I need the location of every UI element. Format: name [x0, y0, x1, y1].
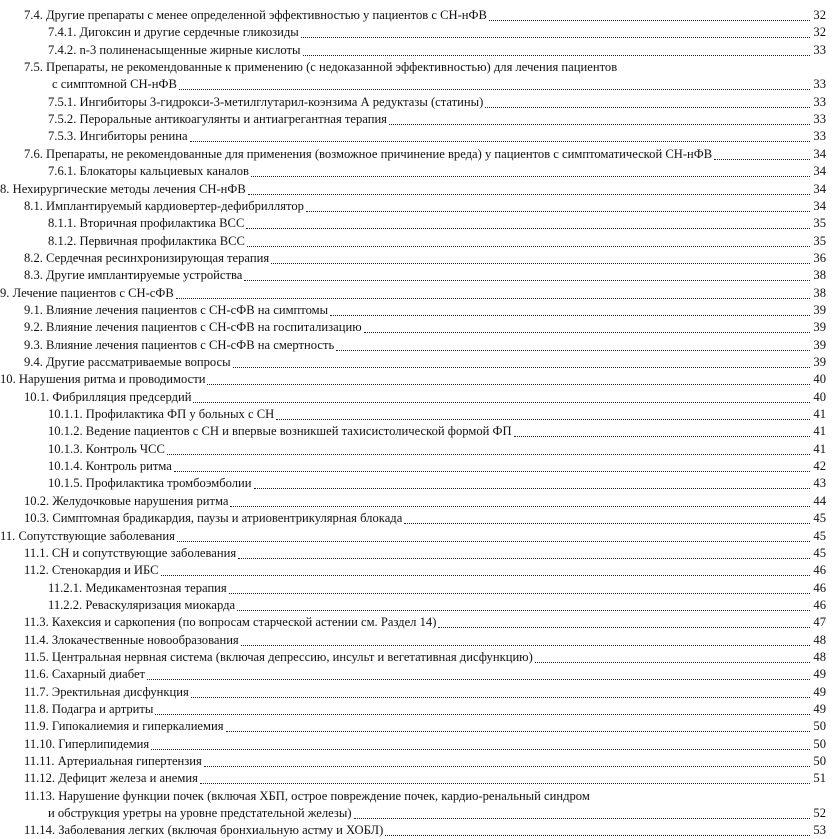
toc-entry-title: [0, 285, 175, 302]
toc-entry-page: 46: [813, 597, 826, 612]
toc-entry-text: Имплантируемый кардиовертер-дефибриллятор: [46, 198, 304, 213]
toc-entry-number: 11.7.: [24, 684, 49, 699]
toc-entry-page: 33: [813, 94, 826, 109]
toc-entry-page: 41: [813, 407, 826, 422]
toc-entry-title: [24, 250, 270, 267]
dot-leader: [389, 107, 810, 125]
toc-entry-text: Реваскуляризация миокарда: [85, 597, 236, 612]
toc-entry-page: 39: [813, 320, 826, 335]
toc-entry-number: 10.: [0, 372, 16, 387]
dot-leader: [301, 20, 811, 38]
toc-entry-text: и обструкция уретры на уровне предстательной железы): [48, 806, 352, 821]
toc-entry-page: 34: [813, 146, 826, 161]
toc-entry-text: Сахарный диабет: [51, 667, 146, 682]
toc-entry-text: Влияние лечения пациентов с СН-сФВ на смертность: [46, 337, 335, 352]
toc-entry-number: 11.10.: [24, 736, 56, 751]
toc-entry-number: 8.3.: [24, 268, 43, 283]
toc-entry-page: 49: [813, 684, 826, 699]
toc-entry-page: 39: [813, 355, 826, 369]
toc-entry-title: [24, 632, 240, 649]
toc-entry-title: [48, 597, 236, 614]
toc-entry-number: 7.5.: [24, 60, 43, 75]
toc-entry-number: 8.1.: [24, 198, 43, 213]
toc-entry-number: 11.: [0, 528, 16, 543]
toc-entry-text: Вторичная профилактика ВСС: [79, 216, 245, 231]
toc-entry-title: [24, 666, 146, 683]
toc-entry-title: [24, 701, 154, 718]
toc-entry-text: Первичная профилактика ВСС: [79, 233, 245, 248]
toc-entry-page: 35: [813, 233, 826, 248]
dot-leader: [535, 645, 811, 663]
toc-entry-text: Подагра и артриты: [51, 702, 154, 716]
toc-entry-number: 10.1.1.: [48, 407, 83, 422]
toc-entry-text: Ведение пациентов с СН и впервые возникшей тахисистолической формой ФП: [85, 424, 512, 439]
toc-entry-number: 11.2.2.: [48, 597, 83, 612]
toc-entry-page: 35: [813, 216, 826, 231]
toc-entry-number: 10.1.2.: [48, 424, 83, 439]
toc-entry-number: 8.1.1.: [48, 216, 77, 231]
toc-entry-page: 32: [813, 25, 826, 40]
toc-entry-text: Блокаторы кальциевых каналов: [79, 164, 249, 179]
toc-entry-page: 45: [813, 545, 826, 560]
dot-leader: [190, 124, 811, 142]
toc-entry-text: Лечение пациентов с СН-сФВ: [12, 285, 174, 300]
toc-entry-page: 39: [813, 337, 826, 352]
toc-entry-page: 40: [813, 389, 826, 404]
toc-entry-text: Желудочковые нарушения ритма: [52, 493, 229, 508]
dot-leader: [167, 437, 811, 455]
toc-entry-text: Дефицит железа и анемия: [58, 771, 198, 786]
dot-leader: [247, 229, 810, 247]
toc-entry-number: 10.3.: [24, 511, 50, 526]
dot-leader: [207, 367, 810, 385]
toc-entry-number: 9.1.: [24, 302, 43, 317]
toc-entry-text: Другие имплантируемые устройства: [46, 268, 243, 283]
toc-entry-page: 34: [813, 181, 826, 196]
toc-entry-title: [24, 822, 384, 839]
toc-entry-number: 11.12.: [24, 771, 56, 786]
dot-leader: [354, 801, 811, 819]
toc-entry-title: [48, 441, 166, 458]
toc-entry-title: [24, 736, 150, 753]
toc-entry-title: [48, 233, 246, 250]
toc-entry-number: 11.3.: [24, 615, 49, 630]
toc-entry-text: Фибрилляция предсердий: [52, 389, 192, 404]
dot-leader: [246, 211, 810, 229]
toc-entry-page: 46: [813, 580, 826, 595]
toc-entry-text: Профилактика ФП у больных с СН: [85, 407, 275, 422]
toc-entry-number: 11.1.: [24, 545, 49, 560]
toc-entry-title: [24, 302, 329, 319]
toc-entry-title: [0, 181, 247, 198]
toc-entry-page: 43: [813, 476, 826, 491]
toc-entry-text: Эректильная дисфункция: [51, 684, 189, 699]
toc-entry-page: 33: [813, 129, 826, 144]
toc-entry-number: 7.5.3.: [48, 129, 77, 144]
toc-entry-page: 48: [813, 649, 826, 664]
toc-entry-number: 7.5.1.: [48, 94, 77, 109]
dot-leader: [248, 177, 811, 195]
toc-entry-text: Кахексия и саркопения (по вопросам старческой астении см. Раздел 14): [51, 615, 437, 630]
toc-entry-number: 7.4.: [24, 8, 43, 22]
dot-leader: [336, 333, 810, 351]
toc-entry-number: 11.6.: [24, 667, 49, 682]
toc-entry-page: 38: [813, 285, 826, 300]
toc-entry-text: Нехирургические методы лечения СН-нФВ: [12, 181, 246, 196]
dot-leader: [251, 159, 810, 177]
toc-entry-page: 33: [813, 42, 826, 57]
toc-entry-number: 8.2.: [24, 250, 43, 265]
toc-entry-title: [48, 475, 253, 492]
toc-entry-text: Влияние лечения пациентов с СН-сФВ на госпитализацию: [46, 320, 362, 335]
toc-entry-number: 11.14.: [24, 823, 56, 838]
toc-entry-title: [52, 76, 178, 93]
dot-leader: [364, 315, 811, 333]
toc-entry-title: [48, 128, 189, 145]
dot-leader: [514, 419, 811, 437]
toc-entry-number: 9.2.: [24, 320, 43, 335]
dot-leader: [147, 662, 810, 680]
toc-entry-number: 10.2.: [24, 493, 50, 508]
toc-entry-title: [24, 319, 363, 336]
toc-entry-page: 32: [813, 8, 826, 22]
toc-entry-page: 33: [813, 77, 826, 92]
toc-entry-text: Влияние лечения пациентов с СН-сФВ на симптомы: [46, 302, 329, 317]
dot-leader: [174, 454, 811, 472]
toc-entry-text: n-3 полиненасыщенные жирные кислоты: [79, 42, 301, 57]
toc-entry-number: 11.2.1.: [48, 580, 83, 595]
toc-entry-text: Нарушение функции почек (включая ХБП, острое повреждение почек, кардио-ренальный синдром: [58, 788, 590, 803]
toc-entry-title: [48, 42, 302, 59]
toc-entry-text: Злокачественные новообразования: [51, 632, 239, 647]
toc-entry-page: 50: [813, 736, 826, 751]
toc-entry-text: Препараты, не рекомендованные для применения (возможное причинение вреда) у пациентов с симптоматической СН-нФВ: [46, 146, 713, 161]
toc-entry-number: 8.1.2.: [48, 233, 77, 248]
toc-entry-number: 11.5.: [24, 649, 49, 664]
dot-leader: [271, 246, 810, 264]
toc-entry-text: Ингибиторы 3-гидрокси-3-метилглутарил-коэнзима А редуктазы (статины): [79, 94, 484, 109]
toc-entry-title: [24, 389, 192, 406]
toc-entry-title: [48, 580, 228, 597]
toc-entry-text: Медикаментозная терапия: [85, 580, 227, 595]
toc-entry-text: Профилактика тромбоэмболии: [85, 476, 252, 491]
dot-leader: [230, 489, 810, 507]
dot-leader: [330, 298, 810, 316]
toc-entry-text: Пероральные антикоагулянты и антиагрегантная терапия: [79, 112, 387, 127]
toc-entry-title: [48, 458, 173, 475]
toc-entry-text: Заболевания легких (включая бронхиальную астму и ХОБЛ): [58, 823, 384, 838]
toc-entry-page: 42: [813, 459, 826, 474]
dot-leader: [489, 3, 811, 21]
toc-entry-number: 10.1.4.: [48, 459, 83, 474]
toc-entry-page: 44: [813, 493, 826, 508]
dot-leader: [176, 281, 811, 299]
toc-entry-number: 7.6.: [24, 146, 43, 161]
dot-leader: [193, 385, 810, 403]
toc-entry-page: 34: [813, 164, 826, 179]
toc-entry-number: 11.8.: [24, 702, 49, 716]
toc-entry-number: 11.4.: [24, 632, 49, 647]
toc-entry-number: 10.1.: [24, 389, 50, 404]
toc-entry-number: 8.: [0, 181, 10, 196]
dot-leader: [226, 714, 811, 732]
toc-entry-title: [0, 528, 176, 545]
toc-entry-number: 7.6.1.: [48, 164, 77, 179]
toc-entry-title: [24, 562, 160, 579]
dot-leader: [233, 350, 811, 368]
toc-entry-number: 10.1.3.: [48, 441, 83, 456]
toc-entry-page: 40: [813, 372, 826, 387]
dot-leader: [303, 38, 811, 56]
toc-entry-number: 7.4.2.: [48, 42, 77, 57]
toc-entry-number: 7.4.1.: [48, 25, 77, 40]
toc-entry-number: 9.3.: [24, 337, 43, 352]
toc-entry-text: Сердечная ресинхронизирующая терапия: [46, 250, 270, 265]
toc-entry-number: 9.: [0, 285, 10, 300]
toc-entry-number: 9.4.: [24, 355, 43, 369]
toc-entry-page: 51: [813, 771, 826, 786]
toc-entry-page: 33: [813, 112, 826, 127]
toc-entry-page: 38: [813, 268, 826, 283]
toc-entry-text: Гипокалиемия и гиперкалиемия: [51, 719, 224, 734]
toc-entry-text: Дигоксин и другие сердечные гликозиды: [79, 25, 299, 40]
dot-leader: [244, 263, 810, 281]
toc-entry-text: Другие препараты с менее определенной эффективностью у пациентов с СН-нФВ: [46, 8, 487, 22]
dot-leader: [276, 402, 810, 420]
dot-leader: [254, 471, 811, 489]
dot-leader: [238, 541, 810, 559]
dot-leader: [155, 697, 810, 715]
toc-entry-title: [48, 163, 250, 180]
toc-entry-text: Стенокардия и ИБС: [51, 563, 159, 578]
toc-entry-text: Артериальная гипертензия: [57, 754, 202, 769]
toc-entry-title: [48, 24, 300, 41]
dot-leader: [306, 194, 810, 212]
toc-entry-text: СН и сопутствующие заболевания: [51, 545, 237, 560]
toc-entry-number: 7.5.2.: [48, 112, 77, 127]
toc-entry-text: Центральная нервная система (включая депрессию, инсульт и вегетативная дисфункцию): [51, 649, 533, 664]
dot-leader: [191, 680, 811, 698]
toc-entry-text: Другие рассматриваемые вопросы: [46, 355, 231, 369]
toc-entry-page: 49: [813, 702, 826, 716]
toc-entry-text: Нарушения ритма и проводимости: [18, 372, 206, 387]
toc-entry-title: [24, 770, 199, 787]
toc-entry-title: [24, 753, 203, 770]
toc-entry-page: 45: [813, 528, 826, 543]
dot-leader: [241, 628, 811, 646]
toc-entry-page: 50: [813, 719, 826, 734]
dot-leader: [438, 610, 810, 628]
dot-leader: [229, 576, 811, 594]
toc-entry-title: [48, 805, 353, 822]
toc-entry-title: [0, 371, 206, 388]
toc-entry-page: 36: [813, 250, 826, 265]
toc-entry-title: [48, 215, 245, 232]
dot-leader: [151, 732, 810, 750]
dot-leader: [237, 593, 810, 611]
toc-entry-number: 11.11.: [24, 754, 55, 769]
toc-entry-page: 45: [813, 511, 826, 526]
toc-entry-title: [48, 406, 275, 423]
toc-entry-page: 46: [813, 563, 826, 578]
toc-entry-number: 10.1.5.: [48, 476, 83, 491]
toc-entry-text: Препараты, не рекомендованные к применению (с недоказанной эффективностью) для лечения пациентов: [46, 60, 618, 75]
dot-leader: [385, 818, 810, 836]
toc-entry-page: 48: [813, 632, 826, 647]
toc-entry-text: Ингибиторы ренина: [79, 129, 188, 144]
toc-entry-page: 52: [813, 806, 826, 821]
dot-leader: [179, 72, 811, 90]
dot-leader: [161, 558, 811, 576]
toc-entry-number: 11.13.: [24, 788, 56, 803]
toc-entry-text: Гиперлипидемия: [58, 736, 150, 751]
toc-entry-page: 49: [813, 667, 826, 682]
toc-entry-number: 11.2.: [24, 563, 49, 578]
toc-entry-text: Контроль ритма: [85, 459, 172, 474]
toc-entry-text: Симптомная брадикардия, паузы и атриовентрикулярная блокада: [52, 511, 403, 526]
toc-entry-title: [24, 493, 229, 510]
dot-leader: [204, 749, 811, 767]
dot-leader: [177, 524, 810, 542]
toc-entry-number: 11.9.: [24, 719, 49, 734]
toc-entry-page: 39: [813, 302, 826, 317]
dot-leader: [404, 506, 810, 524]
toc-entry-page: 41: [813, 424, 826, 439]
dot-leader: [485, 90, 810, 108]
toc-entry-text: с симптомной СН-нФВ: [52, 77, 177, 92]
dot-leader: [200, 766, 811, 784]
toc-entry-page: 50: [813, 754, 826, 769]
toc-entry-text: Сопутствующие заболевания: [18, 528, 175, 543]
toc-entry-text: Контроль ЧСС: [85, 441, 165, 456]
toc-entry-page: 53: [813, 823, 826, 838]
toc-entry-page: 47: [813, 615, 826, 630]
toc-entry-page: 41: [813, 441, 826, 456]
toc-entry-title: [24, 354, 232, 371]
dot-leader: [714, 142, 810, 160]
toc-entry-page: 34: [813, 198, 826, 213]
